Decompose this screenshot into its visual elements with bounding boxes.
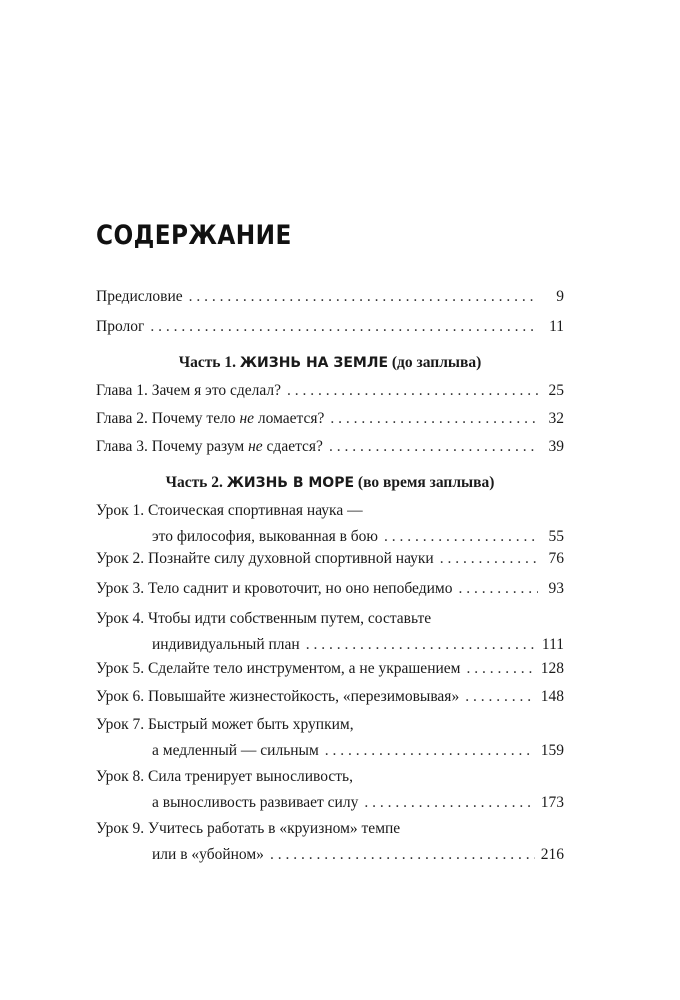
toc-entry-title: Урок 6. Повышайте жизнестойкость, «перезимовывая» [96,688,460,705]
part-2-heading [96,470,564,496]
toc-entry-title: Предисловие [96,288,183,305]
toc-entry-title: Глава 2. Почему тело не ломается? [96,410,325,427]
toc-page-number: 173 [540,794,564,811]
toc-entry-title: Глава 3. Почему разум не сдается? [96,438,323,455]
toc-entry-title-cont: или в «убойном» [152,846,264,863]
toc-entry-lesson-2[interactable] [96,546,564,572]
toc-page-number: 9 [556,288,564,305]
toc-entry-title: Урок 7. Быстрый может быть хрупким, [96,716,354,733]
leader-dots [306,632,536,658]
toc-page-number: 55 [548,528,564,545]
part-subtitle: (во время заплыва) [357,474,495,491]
toc-page-number: 39 [548,438,564,455]
leader-dots [466,656,534,682]
leader-dots [189,284,538,310]
toc-entry-title: Урок 3. Тело саднит и кровоточит, но оно непобедимо [96,580,453,597]
leader-dots [150,314,538,340]
toc-heading: СОДЕРЖАНИЕ [96,220,292,251]
toc-entry-chapter-1[interactable] [96,378,564,404]
leader-dots [325,738,535,764]
leader-dots [364,790,534,816]
toc-entry-title: Урок 2. Познайте силу духовной спортивной науки [96,550,434,567]
toc-page-number: 216 [540,846,564,863]
toc-entry-title: Урок 1. Стоическая спортивная наука — [96,502,363,519]
leader-dots [330,406,538,432]
toc-page-number: 148 [540,688,564,705]
toc-entry-chapter-3[interactable] [96,434,564,460]
toc-entry-title-cont: это философия, выкованная в бою [152,528,379,545]
toc-entry-preface[interactable] [96,284,564,310]
toc-page-number: 25 [548,382,564,399]
toc-page-number: 11 [549,318,564,335]
part-label: Часть 2. [165,474,223,491]
toc-entry-lesson-5[interactable] [96,656,564,682]
toc-entry-title-cont: а выносливость развивает силу [152,794,359,811]
toc-page-number: 159 [540,742,564,759]
toc-entry-chapter-2[interactable] [96,406,564,432]
toc-entry-lesson-7[interactable] [96,712,564,764]
leader-dots [458,576,538,602]
toc-page-number: 32 [548,410,564,427]
leader-dots [465,684,535,710]
toc-entry-prologue[interactable] [96,314,564,340]
toc-page-number: 128 [540,660,564,677]
toc-page-number: 93 [548,580,564,597]
leader-dots [287,378,538,404]
toc-entry-lesson-3[interactable] [96,576,564,602]
part-subtitle: (до заплыва) [391,354,482,371]
toc-entry-title: Урок 9. Учитесь работать в «круизном» темпе [96,820,401,837]
part-label: Часть 1. [178,354,237,371]
toc-entry-title: Глава 1. Зачем я это сделал? [96,382,282,399]
toc-entry-title: Урок 5. Сделайте тело инструментом, а не украшением [96,660,461,677]
toc-entry-lesson-9[interactable] [96,816,564,868]
toc-entry-lesson-8[interactable] [96,764,564,816]
toc-entry-lesson-4[interactable] [96,606,564,658]
leader-dots [270,842,535,868]
part-title: ЖИЗНЬ НА ЗЕМЛЕ [239,355,389,371]
part-title: ЖИЗНЬ В МОРЕ [226,475,355,491]
toc-entry-title: Пролог [96,318,145,335]
toc-entry-lesson-6[interactable] [96,684,564,710]
part-1-heading [96,350,564,376]
leader-dots [440,546,538,572]
toc-page-number: 76 [548,550,564,567]
toc-entry-lesson-1[interactable] [96,498,564,550]
toc-entry-title: Урок 8. Сила тренирует выносливость, [96,768,353,785]
leader-dots [329,434,538,460]
toc-entry-title-cont: а медленный — сильным [152,742,319,759]
toc-entry-title-cont: индивидуальный план [152,636,300,653]
toc-entry-title: Урок 4. Чтобы идти собственным путем, составьте [96,610,432,627]
toc-page-number: 111 [541,636,564,653]
